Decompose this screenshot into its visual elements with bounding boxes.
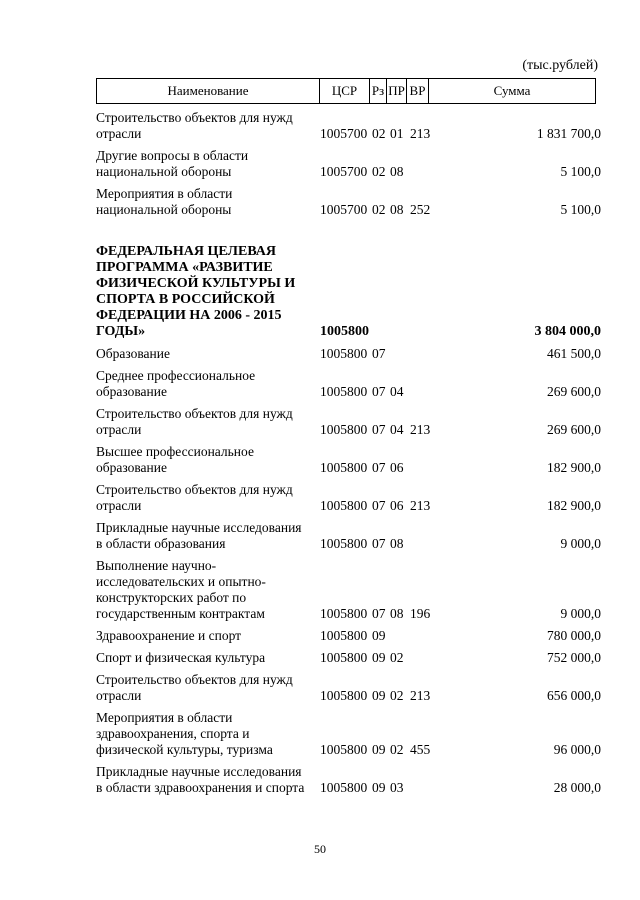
cell-name: Прикладные научные исследования в области образования xyxy=(96,520,302,551)
column-header-rz: Рз xyxy=(370,79,387,103)
table-row xyxy=(96,672,601,704)
table-row xyxy=(96,148,601,180)
cell-sum: 182 900,0 xyxy=(547,498,601,513)
cell-vr: 213 xyxy=(410,422,431,437)
column-header-name: Наименование xyxy=(97,79,320,103)
cell-rz: 07 xyxy=(372,498,386,513)
cell-vr: 213 xyxy=(410,498,431,513)
cell-csr: 1005800 xyxy=(320,384,368,399)
cell-csr: 1005700 xyxy=(320,164,368,179)
column-header-pr: ПР xyxy=(387,79,407,103)
unit-label: (тыс.рублей) xyxy=(522,58,598,73)
cell-sum: 1 831 700,0 xyxy=(536,126,601,141)
cell-rz: 07 xyxy=(372,536,386,551)
cell-rz: 07 xyxy=(372,346,386,361)
cell-pr: 08 xyxy=(390,606,404,621)
cell-csr: 1005800 xyxy=(320,688,368,703)
cell-pr: 06 xyxy=(390,460,404,475)
cell-name: Мероприятия в области национальной обороны xyxy=(96,186,233,217)
cell-sum: 3 804 000,0 xyxy=(534,324,601,339)
table-body xyxy=(96,110,601,802)
cell-name: Высшее профессиональное образование xyxy=(96,444,254,475)
cell-rz: 07 xyxy=(372,422,386,437)
cell-name: Спорт и физическая культура xyxy=(96,650,266,665)
table-row xyxy=(96,558,601,622)
table-row xyxy=(96,368,601,400)
table-row xyxy=(96,186,601,218)
cell-name: Другие вопросы в области национальной обороны xyxy=(96,148,249,179)
cell-rz: 02 xyxy=(372,202,386,217)
table-row xyxy=(96,710,601,758)
cell-csr: 1005800 xyxy=(320,742,368,757)
cell-name: Выполнение научно- исследовательских и опытно- конструкторских работ по государственным контрактам xyxy=(96,558,266,621)
cell-pr: 08 xyxy=(390,202,404,217)
cell-name: Строительство объектов для нужд отрасли xyxy=(96,672,293,703)
cell-csr: 1005800 xyxy=(320,422,368,437)
cell-vr: 455 xyxy=(410,742,431,757)
cell-rz: 02 xyxy=(372,126,386,141)
table-row xyxy=(96,110,601,142)
column-header-vr: ВР xyxy=(407,79,429,103)
cell-rz: 07 xyxy=(372,606,386,621)
cell-vr: 196 xyxy=(410,606,431,621)
cell-csr: 1005800 xyxy=(320,498,368,513)
cell-sum: 182 900,0 xyxy=(547,460,601,475)
cell-rz: 09 xyxy=(372,742,386,757)
cell-rz: 09 xyxy=(372,780,386,795)
cell-sum: 5 100,0 xyxy=(560,202,601,217)
cell-csr: 1005800 xyxy=(320,324,369,339)
cell-sum: 9 000,0 xyxy=(560,536,601,551)
cell-pr: 04 xyxy=(390,384,404,399)
cell-pr: 02 xyxy=(390,688,404,703)
table-row xyxy=(96,346,601,362)
cell-sum: 461 500,0 xyxy=(547,346,601,361)
cell-name: Прикладные научные исследования в области здравоохранения и спорта xyxy=(96,764,305,795)
cell-pr: 08 xyxy=(390,164,404,179)
cell-rz: 02 xyxy=(372,164,386,179)
column-header-csr: ЦСР xyxy=(320,79,370,103)
table-row xyxy=(96,406,601,438)
cell-name: Мероприятия в области здравоохранения, спорта и физической культуры, туризма xyxy=(96,710,273,757)
cell-csr: 1005800 xyxy=(320,628,368,643)
cell-csr: 1005700 xyxy=(320,202,368,217)
cell-sum: 752 000,0 xyxy=(547,650,601,665)
table-row xyxy=(96,628,601,644)
table-header xyxy=(96,78,596,104)
cell-csr: 1005800 xyxy=(320,536,368,551)
cell-pr: 06 xyxy=(390,498,404,513)
cell-csr: 1005800 xyxy=(320,650,368,665)
cell-name: ФЕДЕРАЛЬНАЯ ЦЕЛЕВАЯ ПРОГРАММА «РАЗВИТИЕ ФИЗИЧЕСКОЙ КУЛЬТУРЫ И СПОРТА В РОССИЙСКОЙ ФЕДЕРАЦИИ НА 2006 - 2015 ГОДЫ» xyxy=(96,244,296,339)
cell-csr: 1005800 xyxy=(320,346,368,361)
cell-sum: 5 100,0 xyxy=(560,164,601,179)
cell-csr: 1005800 xyxy=(320,606,368,621)
cell-pr: 04 xyxy=(390,422,404,437)
table-row xyxy=(96,650,601,666)
cell-pr: 08 xyxy=(390,536,404,551)
cell-pr: 01 xyxy=(390,126,404,141)
row-spacer xyxy=(96,224,601,244)
cell-vr: 252 xyxy=(410,202,431,217)
cell-rz: 09 xyxy=(372,628,386,643)
cell-sum: 780 000,0 xyxy=(547,628,601,643)
table-row xyxy=(96,520,601,552)
cell-name: Строительство объектов для нужд отрасли xyxy=(96,482,293,513)
table-row xyxy=(96,444,601,476)
cell-sum: 28 000,0 xyxy=(553,780,601,795)
cell-name: Образование xyxy=(96,346,170,361)
cell-name: Строительство объектов для нужд отрасли xyxy=(96,110,293,141)
page-number: 50 xyxy=(314,842,326,856)
cell-pr: 02 xyxy=(390,742,404,757)
cell-name: Здравоохранение и спорт xyxy=(96,628,242,643)
cell-sum: 269 600,0 xyxy=(547,422,601,437)
cell-rz: 07 xyxy=(372,384,386,399)
cell-name: Строительство объектов для нужд отрасли xyxy=(96,406,293,437)
cell-vr: 213 xyxy=(410,126,431,141)
cell-sum: 9 000,0 xyxy=(560,606,601,621)
cell-rz: 09 xyxy=(372,650,386,665)
cell-pr: 03 xyxy=(390,780,404,795)
cell-csr: 1005700 xyxy=(320,126,368,141)
table-row xyxy=(96,482,601,514)
table-row xyxy=(96,764,601,796)
cell-sum: 269 600,0 xyxy=(547,384,601,399)
cell-sum: 96 000,0 xyxy=(553,742,601,757)
cell-pr: 02 xyxy=(390,650,404,665)
cell-rz: 09 xyxy=(372,688,386,703)
table-row xyxy=(96,244,601,340)
column-header-sum: Сумма xyxy=(493,83,531,98)
cell-vr: 213 xyxy=(410,688,431,703)
cell-csr: 1005800 xyxy=(320,780,368,795)
cell-csr: 1005800 xyxy=(320,460,368,475)
cell-rz: 07 xyxy=(372,460,386,475)
cell-sum: 656 000,0 xyxy=(547,688,601,703)
cell-name: Среднее профессиональное образование xyxy=(96,368,256,399)
